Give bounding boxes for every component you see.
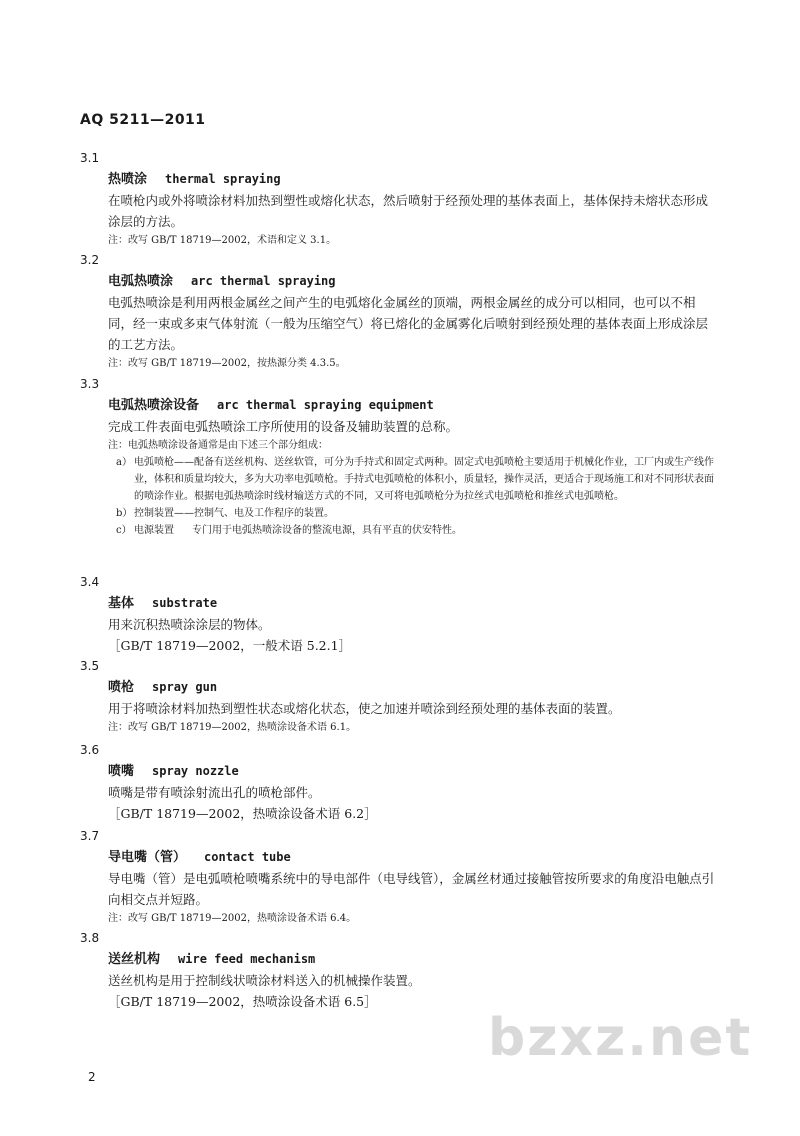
term-definition: 完成工件表面电弧热喷涂工序所使用的设备及辅助装置的总称。 xyxy=(108,419,459,434)
term-en: spray nozzle xyxy=(152,764,239,778)
term-number: 3.7 xyxy=(80,829,100,843)
note-item-title: 电弧喷枪 xyxy=(134,457,174,468)
watermark: bzxz.net xyxy=(488,1008,753,1068)
note-item-text: 专门用于电弧热喷涂设备的整流电源，具有平直的伏安特性。 xyxy=(192,525,462,536)
standard-code: AQ 5211—2011 xyxy=(80,112,206,128)
page-number: 2 xyxy=(88,1070,96,1084)
term-definition: 电弧热喷涂是利用两根金属丝之间产生的电弧熔化金属丝的顶端，两根金属丝的成分可以相同，也可以不相同，经一束或多束气体射流（一般为压缩空气）将已熔化的金属雾化后喷射到经预处理的基体表面上形成涂层的工艺方法。 xyxy=(108,295,709,352)
note-item-text: ——配备有送丝机构、送丝软管，可分为手持式和固定式两种。固定式电弧喷枪主要适用于机械化作业，工厂内或生产线作业，体积和质量均较大，多为大功率电弧喷枪。手持式电弧喷枪的体积小，质量轻，操作灵活，更适合于现场施工和对不同形状表面的喷涂作业。根据电弧热喷涂时线材输送方式的不同，又可将电弧喷枪分为拉丝式电弧喷枪和推丝式电弧喷枪。 xyxy=(134,457,714,502)
term-zh: 喷枪 xyxy=(108,680,135,695)
term-note: 注：改写 GB/T 18719—2002，热喷涂设备术语 6.1。 xyxy=(108,722,357,733)
term-number: 3.5 xyxy=(80,659,100,673)
note-item-text: ——控制气、电及工作程序的装置。 xyxy=(174,508,334,519)
term-3-1 xyxy=(80,148,720,249)
term-number: 3.8 xyxy=(80,931,100,945)
term-zh: 热喷涂 xyxy=(108,172,148,187)
term-name xyxy=(108,676,720,698)
term-en: wire feed mechanism xyxy=(178,952,316,966)
note-list xyxy=(108,454,720,539)
term-3-5 xyxy=(80,656,720,736)
term-zh: 喷嘴 xyxy=(108,764,135,779)
note-item-c xyxy=(116,522,720,539)
term-name xyxy=(108,394,720,416)
term-number: 3.3 xyxy=(80,377,100,391)
term-note: 注：改写 GB/T 18719—2002，术语和定义 3.1。 xyxy=(108,235,337,246)
term-number: 3.2 xyxy=(80,253,100,267)
note-item-b xyxy=(116,505,720,522)
term-zh: 电弧热喷涂设备 xyxy=(108,398,200,413)
term-definition: 在喷枪内或外将喷涂材料加热到塑性或熔化状态，然后喷射于经预处理的基体表面上，基体保持未熔状态形成涂层的方法。 xyxy=(108,193,709,229)
term-name xyxy=(108,592,720,614)
term-number: 3.6 xyxy=(80,743,100,757)
term-source: ［GB/T 18719—2002，一般术语 5.2.1］ xyxy=(108,638,352,653)
term-name xyxy=(108,948,720,970)
term-3-3 xyxy=(80,374,720,539)
term-name xyxy=(108,760,720,782)
term-definition: 导电嘴（管）是电弧喷枪喷嘴系统中的导电部件（电导线管），金属丝材通过接触管按所要求的角度沿电触点引向相交点并短路。 xyxy=(108,871,715,907)
term-definition: 用于将喷涂材料加热到塑性状态或熔化状态，使之加速并喷涂到经预处理的基体表面的装置。 xyxy=(108,701,621,716)
term-definition: 送丝机构是用于控制线状喷涂材料送入的机械操作装置。 xyxy=(108,973,421,988)
term-zh: 导电嘴（管） xyxy=(108,850,187,865)
note-item-label: a） xyxy=(116,457,132,468)
term-en: spray gun xyxy=(152,680,218,694)
term-en: arc thermal spraying xyxy=(191,274,336,288)
term-zh: 送丝机构 xyxy=(108,952,161,967)
note-item-title: 控制装置 xyxy=(134,508,174,519)
term-definition: 用来沉积热喷涂涂层的物体。 xyxy=(108,617,271,632)
term-number: 3.4 xyxy=(80,575,100,589)
term-note: 注：改写 GB/T 18719—2002，按热源分类 4.3.5。 xyxy=(108,358,346,369)
note-item-label: c） xyxy=(116,525,132,536)
term-3-6 xyxy=(80,740,720,824)
term-note: 注：改写 GB/T 18719—2002，热喷涂设备术语 6.4。 xyxy=(108,913,357,924)
note-item-label: b） xyxy=(116,508,133,519)
term-3-4 xyxy=(80,572,720,656)
term-en: thermal spraying xyxy=(165,172,281,186)
term-name xyxy=(108,270,720,292)
term-number: 3.1 xyxy=(80,151,100,165)
term-zh: 电弧热喷涂 xyxy=(108,274,174,289)
term-name xyxy=(108,168,720,190)
term-en: arc thermal spraying equipment xyxy=(217,398,434,412)
term-3-8 xyxy=(80,928,720,1012)
term-en: contact tube xyxy=(204,850,291,864)
term-zh: 基体 xyxy=(108,596,135,611)
term-note: 注：电弧热喷涂设备通常是由下述三个部分组成： xyxy=(108,440,328,451)
term-3-7 xyxy=(80,826,720,927)
term-name xyxy=(108,846,720,868)
term-source: ［GB/T 18719—2002，热喷涂设备术语 6.2］ xyxy=(108,806,377,821)
term-3-2 xyxy=(80,250,720,372)
note-item-a xyxy=(116,454,720,505)
term-en: substrate xyxy=(152,596,218,610)
term-source: ［GB/T 18719—2002，热喷涂设备术语 6.5］ xyxy=(108,994,377,1009)
note-item-title: 电源装置 xyxy=(134,525,174,536)
term-definition: 喷嘴是带有喷涂射流出孔的喷枪部件。 xyxy=(108,785,321,800)
